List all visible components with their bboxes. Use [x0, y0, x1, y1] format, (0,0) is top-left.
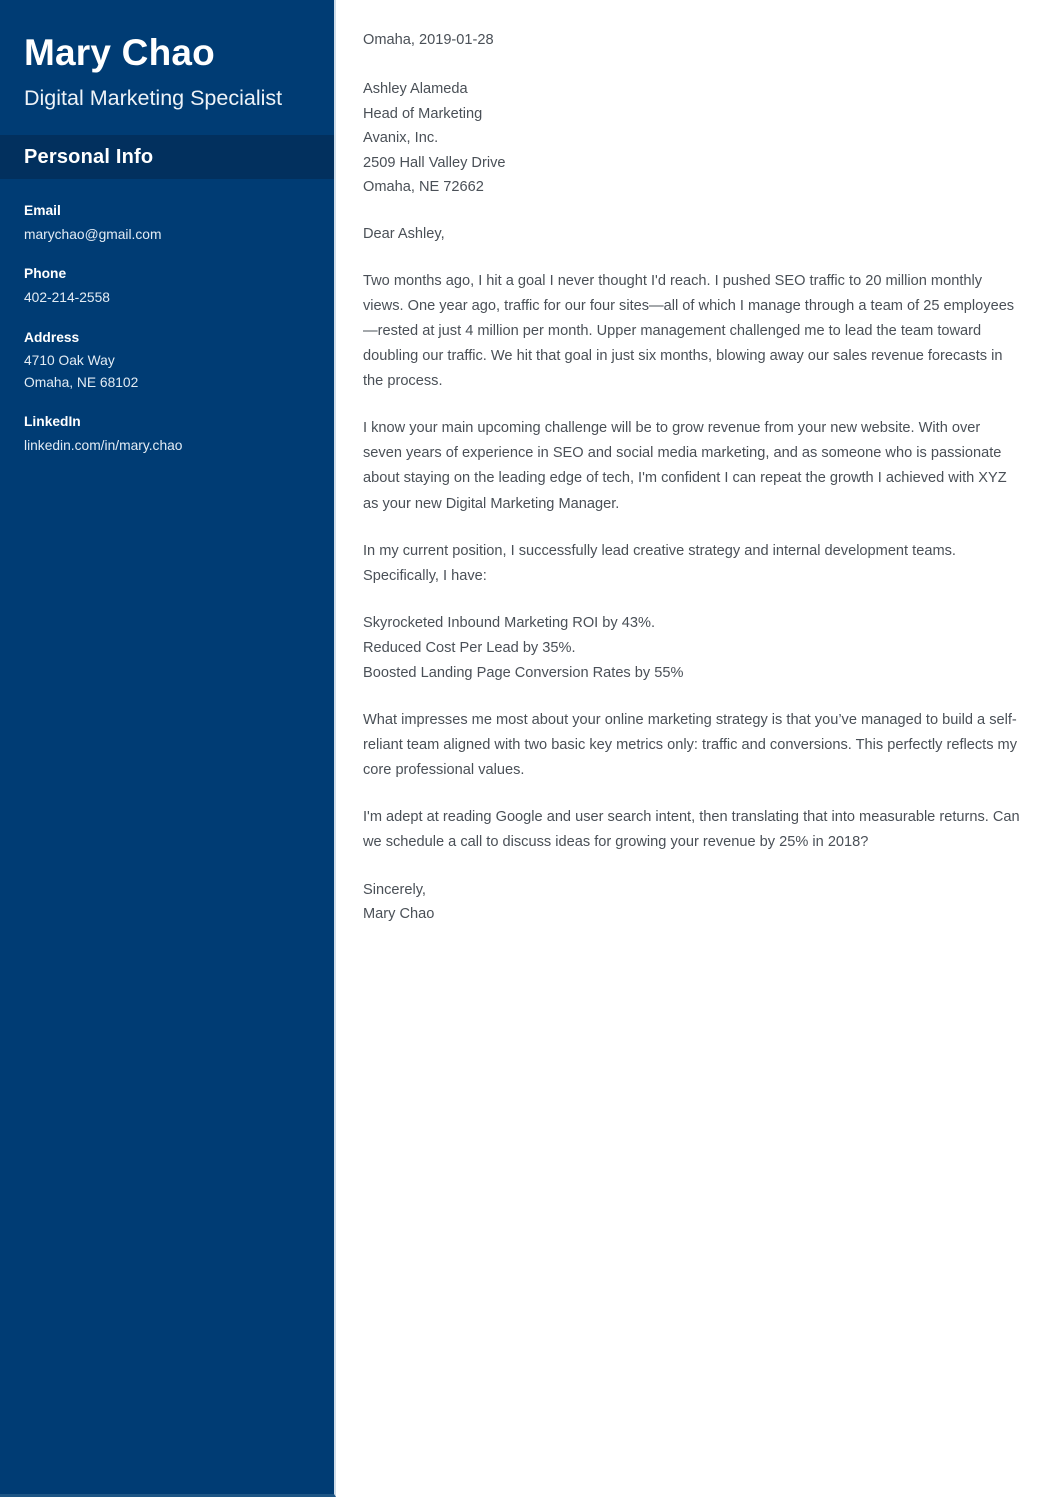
- contact-value-address-street: 4710 Oak Way: [24, 353, 115, 369]
- contact-label-address: Address: [24, 329, 80, 345]
- signature-name: Mary Chao: [363, 906, 435, 923]
- letter-paragraph-2: I know your main upcoming challenge will be to grow revenue from your new website. With over seven years of experience in SEO and social media marketing, and as someone who is passionate about staying on the leading edge of tech, I'm confident I can repeat the growth I achieved with XYZ as your new Digital Marketing Manager.: [363, 420, 1007, 512]
- contact-item-email: [24, 201, 310, 245]
- letter-paragraph-4: What impresses me most about your online marketing strategy is that you’ve managed to build a self-reliant team aligned with two basic key metrics only: traffic and conversions. This perfectly reflects my core professional values.: [363, 712, 1018, 779]
- recipient-city: Omaha, NE 72662: [363, 179, 484, 196]
- letter-date-line: Omaha, 2019-01-28: [363, 32, 494, 48]
- recipient-company: Avanix, Inc.: [363, 130, 439, 147]
- contact-item-linkedin: [24, 412, 310, 456]
- letter-paragraph-5: I'm adept at reading Google and user search intent, then translating that into measurable returns. Can we schedule a call to discuss ideas for growing your revenue by 25% in 2018?: [363, 809, 1020, 851]
- recipient-name: Ashley Alameda: [363, 81, 468, 98]
- recipient-block: [363, 77, 1023, 200]
- contact-value-linkedin[interactable]: linkedin.com/in/mary.chao: [24, 437, 183, 453]
- contact-value-email[interactable]: marychao@gmail.com: [24, 227, 162, 243]
- recipient-street: 2509 Hall Valley Drive: [363, 154, 506, 171]
- achievement-item: Reduced Cost Per Lead by 35%.: [363, 639, 576, 656]
- recipient-title: Head of Marketing: [363, 105, 483, 122]
- letter-signoff: [363, 878, 1023, 927]
- contact-value-phone[interactable]: 402-214-2558: [24, 290, 110, 306]
- letter-body: [336, 0, 1058, 1497]
- candidate-job-title: Digital Marketing Specialist: [24, 86, 283, 111]
- sidebar: [0, 0, 336, 1497]
- closing-text: Sincerely,: [363, 881, 426, 898]
- letter-paragraph-1: Two months ago, I hit a goal I never thought I'd reach. I pushed SEO traffic to 20 million monthly views. One year ago, traffic for our four sites—all of which I manage through a team of 25 employees—rested at just 4 million per month. Upper management challenged me to lead the team toward doubling our traffic. We hit that goal in just six months, blowing away our sales revenue forecasts in the process.: [363, 272, 1015, 390]
- contact-label-email: Email: [24, 203, 61, 219]
- identity-block: [0, 0, 334, 113]
- contact-item-address: [24, 328, 310, 393]
- letter-greeting: Dear Ashley,: [363, 225, 445, 242]
- candidate-name: Mary Chao: [24, 32, 215, 73]
- contact-label-linkedin: LinkedIn: [24, 413, 81, 429]
- achievement-item: Skyrocketed Inbound Marketing ROI by 43%.: [363, 614, 656, 631]
- achievement-item: Boosted Landing Page Conversion Rates by 55%: [363, 664, 684, 681]
- personal-info-section-header: [0, 135, 334, 179]
- contact-list: [0, 179, 334, 456]
- contact-label-phone: Phone: [24, 266, 67, 282]
- contact-item-phone: [24, 264, 310, 308]
- contact-value-address-city: Omaha, NE 68102: [24, 374, 139, 390]
- personal-info-title: Personal Info: [24, 145, 154, 168]
- achievements-list: [363, 611, 1023, 686]
- letter-paragraph-3: In my current position, I successfully lead creative strategy and internal development teams. Specifically, I have:: [363, 542, 956, 584]
